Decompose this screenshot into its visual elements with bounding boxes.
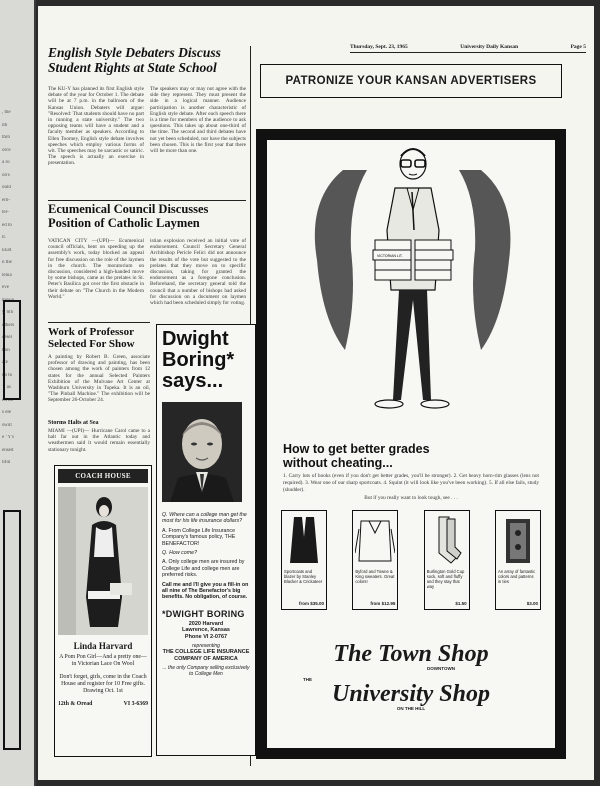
portrait-icon bbox=[162, 402, 242, 502]
coach-address: 12th & Oread bbox=[58, 701, 93, 707]
adjacent-text-fragment: do to bbox=[2, 372, 13, 378]
socks-icon bbox=[427, 513, 467, 567]
adjacent-ad-box bbox=[3, 300, 21, 400]
masthead-paper: University Daily Kansan bbox=[460, 44, 519, 50]
question-2: Q. How come? bbox=[162, 550, 198, 557]
council-col-1: VATICAN CITY —(UPI)— Ecumenical council officials, bent on speeding up the assembly's work, today blocked an appeal for free discussion on the role of the laymen in the church. The moratorium on discussion, considered a high-handed move by some bishops, came as the prelates in St. Peter's Basilica got over the first obstacle in their debate on "The Church in the Modern World." bbox=[48, 238, 144, 300]
agent-address: 2020 Harvard Lawrence, Kansas Phone VI 2-0767 bbox=[182, 620, 230, 640]
product-price: $3.00 bbox=[526, 601, 538, 606]
patronize-banner: PATRONIZE YOUR KANSAN ADVERTISERS bbox=[260, 64, 562, 98]
university-shop-location: ON THE HILL bbox=[396, 706, 426, 711]
question-1: Q. Where can a college man get the most for his life insurance dollars? bbox=[162, 512, 247, 525]
adjacent-text-fragment: Y as bbox=[2, 385, 11, 390]
dwight-boring-ad bbox=[156, 324, 256, 756]
grades-headline bbox=[283, 442, 430, 470]
adjacent-text-fragment: thro bbox=[2, 135, 11, 140]
adjacent-text-fragment: s ele bbox=[2, 410, 12, 415]
debaters-col-2: The speakers may or may not agree with the side they represent. They must present the side in a logical manner. Audience participation is another characteristic of English style debate. After each speech there is a time for members of the audience to ask questions. This takes up about one-third of the time. The second and third debates have not yet been scheduled, nor have the subjects been chosen. This is the first year that there will be more than one. bbox=[150, 86, 246, 155]
adjacent-text-fragment: EER bbox=[2, 247, 12, 253]
product-ties bbox=[495, 510, 541, 610]
adjacent-text-fragment: cesel bbox=[2, 335, 12, 340]
adjacent-text-fragment: y, 6th bbox=[2, 310, 14, 315]
adjacent-text-fragment: ern- bbox=[2, 197, 11, 203]
adjacent-ad-box bbox=[3, 510, 21, 750]
product-desc: Sportcoats and blazer by Stanley Blacker & Crickateer bbox=[284, 569, 323, 584]
adjacent-text-fragment: ed to bbox=[2, 222, 12, 228]
story-rule bbox=[48, 200, 246, 201]
newspaper-page bbox=[38, 6, 594, 780]
product-desc: Byford and Towne & King sweaters. Great colors! bbox=[355, 569, 395, 584]
call-to-action: Call me and I'll give you a fill-in on all nine of The Benefactor's big benefits. No obligation, of course. bbox=[162, 581, 249, 601]
adjacent-text-fragment: on's bbox=[2, 172, 10, 178]
professor-body: A painting by Robert B. Green, associate professor of drawing and painting, has been chosen among the work of painters from 12 states for the annual Selected Painters Exhibition of the Mulvane Art Center at Washburn University in Topeka. It is an oil, "The Pinball Machine." The exhibition will be September 26-October 24. bbox=[48, 354, 150, 404]
agent-name: *DWIGHT BORING bbox=[162, 608, 245, 619]
sportcoat-icon bbox=[284, 513, 324, 567]
adjacent-text-fragment: ter- bbox=[2, 210, 9, 215]
product-desc: Burlington Gold Cup sock, soft and fluffy and they stay that way bbox=[426, 569, 465, 589]
adjacent-text-fragment: it. bbox=[2, 235, 7, 240]
student-illustration-icon bbox=[267, 140, 555, 440]
council-col-2: istian explosion received an initial vote of endorsement. Council Secretary General Archbishop Pericle Felici did not announce the results of the vote but suggested to the prelates that they move on to specific discussion, taking for granted the endorsement as a foregone conclusion. Beforehand, the secretary general told the council that a number of bishops had asked for discussion on a document on laymen which had been scheduled simply for voting. bbox=[150, 238, 246, 307]
story-rule bbox=[48, 322, 150, 323]
adjacent-text-fragment: others bbox=[2, 322, 15, 328]
product-grid bbox=[281, 510, 541, 610]
adjacent-text-fragment: ed on bbox=[2, 397, 13, 403]
adjacent-page-strip bbox=[0, 0, 36, 786]
product-desc: An array of fantastic colors and patterns in ties bbox=[497, 569, 536, 584]
grades-body bbox=[283, 473, 539, 502]
debaters-col-1: The KU-Y has planned its first English style debate of the year for October 1. The debate will be at 7 p.m. in the ballroom of the Kansas Union. Debaters will argue: "Resolved: That students should have no part in running a state university." The two opposing teams will have a student and a faculty member as speakers. According to Ellen Toomey, English style debate involves speeches which employ various forms of wit. The speeches may be sarcastic or satiric. The speech is actually an exercise in presentation. bbox=[48, 86, 144, 167]
product-socks bbox=[424, 510, 470, 610]
dwight-qa bbox=[162, 512, 250, 601]
adjacent-text-fragment: e "Y's bbox=[2, 435, 14, 440]
coach-ad-text: A Pom Pon Girl—And a pretty one—in Victorian Lace On Wool bbox=[59, 654, 147, 667]
model-caption: Linda Harvard bbox=[73, 641, 133, 651]
debaters-headline: English Style Debaters Discuss Student Rights at State School bbox=[48, 45, 221, 75]
town-shop-ad bbox=[256, 129, 566, 759]
adjacent-text-fragment: tion bbox=[2, 347, 10, 353]
masthead-date: Thursday, Sept. 23, 1965 bbox=[350, 44, 408, 50]
model-photo bbox=[58, 487, 148, 635]
adjacent-text-fragment: orce bbox=[2, 147, 11, 153]
grades-tips: 1. Carry lots of books (even if you don't get better grades, you'll be stronger). 2. Get heavy horn-rim glasses (lens not required). 3. Wear one of our sharp sportcoats. 4. Squint (it will look like you've been working). 5. If all else fails, study (shudder). bbox=[283, 473, 539, 493]
answer-2: A. Only college men are insured by College Life and college men are preferred risks. bbox=[162, 559, 245, 579]
company-name: THE COLLEGE LIFE INSURANCE COMPANY OF AMERICA bbox=[162, 649, 250, 662]
product-sweater bbox=[352, 510, 398, 610]
adjacent-text-fragment: ensed bbox=[2, 447, 14, 453]
adjacent-text-fragment: ould bbox=[2, 185, 11, 190]
company-tagline: ... the only Company selling exclusively to College Men bbox=[162, 665, 250, 678]
adjacent-text-fragment: ith bbox=[2, 122, 8, 128]
adjacent-text-fragment: , the bbox=[2, 110, 11, 115]
product-sportcoat bbox=[281, 510, 327, 610]
adjacent-text-fragment: lenia bbox=[2, 272, 12, 278]
dwight-title: Dwight Boring* says... bbox=[162, 328, 235, 392]
town-shop-name: The Town Shop bbox=[333, 641, 489, 667]
grades-closing: But if you really want to look tough, see . . . bbox=[364, 495, 458, 501]
sweater-icon bbox=[355, 513, 395, 567]
coach-house-logo: COACH HOUSE bbox=[58, 469, 148, 483]
dwight-portrait bbox=[162, 402, 242, 502]
adjacent-text-fragment: a ro bbox=[2, 160, 10, 165]
product-price: from $12.95 bbox=[370, 601, 396, 606]
coach-ad-footer bbox=[58, 701, 148, 707]
product-price: $1.50 bbox=[455, 601, 467, 606]
adjacent-text-fragment: ate bbox=[2, 360, 8, 365]
grades-headline-2: without cheating... bbox=[283, 456, 393, 470]
grades-headline-1: How to get better grades bbox=[283, 442, 430, 456]
masthead-rule bbox=[350, 52, 586, 53]
adjacent-text-fragment: swill bbox=[2, 422, 12, 428]
coach-ad-text-2: Don't forget, girls, come in the Coach House and register for 10 Free gifts. Drawing Oct. 1st bbox=[59, 674, 147, 694]
answer-1: A. From College Life Insurance Company's famous policy, THE BENEFACTOR! bbox=[162, 527, 236, 547]
coach-phone: VI 3-6369 bbox=[123, 701, 148, 707]
ties-icon bbox=[498, 513, 538, 567]
university-shop-name: University Shop bbox=[331, 681, 490, 707]
books-label: VICTORIAN LIT. bbox=[377, 254, 403, 258]
masthead-page: Page 5 bbox=[570, 44, 586, 50]
town-shop-ad-inner bbox=[267, 140, 555, 748]
storms-headline: Storms Halts at Sea bbox=[48, 420, 99, 426]
adjacent-text-fragment: eve bbox=[2, 285, 9, 290]
model-figure-icon bbox=[58, 487, 148, 635]
town-shop-logo bbox=[267, 642, 555, 711]
storms-body: MIAMI —(UPI)— Hurricane Carol came to a halt far out in the Atlantic today and weathermen said it would remain essentially stationary tonight. bbox=[48, 428, 150, 453]
adjacent-text-fragment: tiful bbox=[2, 460, 11, 465]
council-headline: Ecumenical Council Discusses Position of Catholic Laymen bbox=[48, 202, 209, 230]
adjacent-text-fragment: n the bbox=[2, 260, 12, 265]
product-price: from $35.00 bbox=[298, 601, 324, 606]
representing-label: representing bbox=[192, 643, 220, 650]
masthead bbox=[350, 44, 586, 50]
professor-headline: Work of Professor Selected For Show bbox=[48, 326, 135, 351]
university-shop-the: THE bbox=[303, 677, 312, 682]
coach-house-ad bbox=[54, 465, 152, 757]
adjacent-text-fragment: mosio bbox=[2, 297, 15, 303]
town-shop-location: DOWNTOWN bbox=[427, 666, 455, 671]
